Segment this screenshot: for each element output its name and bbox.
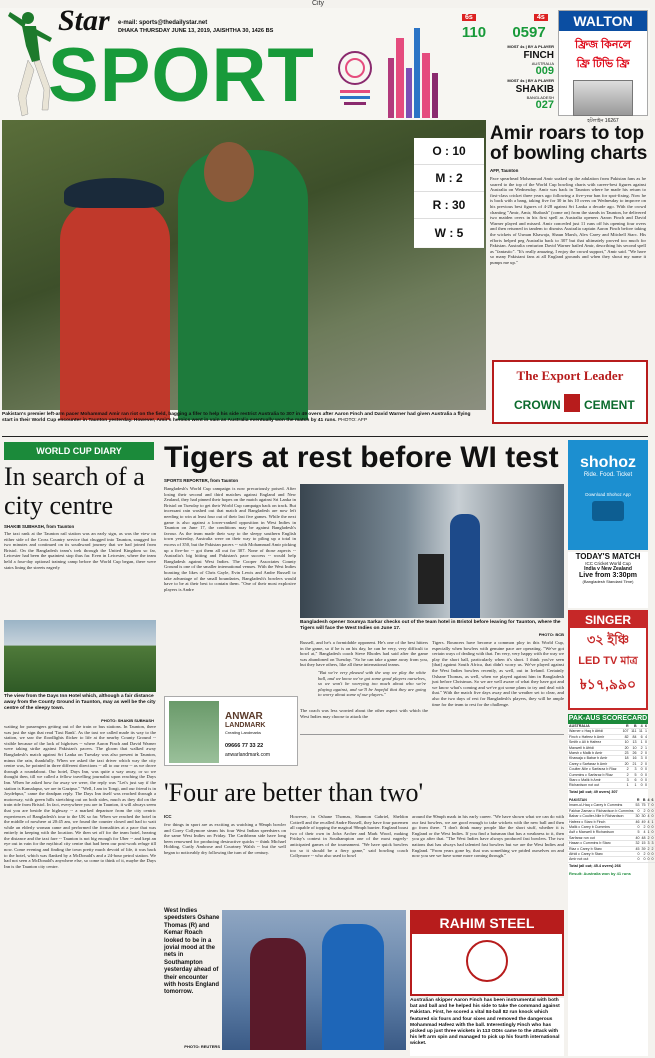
amir-head <box>204 142 254 202</box>
walton-line2: ফ্রি টিভি ফ্রি <box>576 58 630 70</box>
fig-key-o: O <box>432 144 442 158</box>
scorecard-row <box>568 772 648 777</box>
scorecard-cell-name: Starc c Malik b Amir <box>568 778 621 783</box>
scorecard-cell-stat: 2 <box>638 761 644 766</box>
suitcase <box>418 554 444 604</box>
fours-count: 0597 <box>512 24 546 41</box>
scorecard-cell-stat: 0 <box>645 756 647 761</box>
today-line1: ICC Cricket World Cup <box>585 561 631 566</box>
rahim-logo-icon <box>466 940 508 982</box>
stat-label-1: MOST 4s | BY A PLAYER <box>507 44 554 49</box>
scorecard-cell-stat: 18 <box>621 756 630 761</box>
lead-byline: AFP, Taunton <box>490 168 519 173</box>
better-body-1: few things in sport are as exciting as watching a 90mph bowler and Corey Collymore steam his four West Indian speedsters on the same West Indies on Friday. The Caribbean side have long been renowned for producing destructive quicks -- think Michael Holding, Curtly Ambrose and Courtney Walsh -- but the well began to noticeably dry following the turn of the century. <box>164 822 286 855</box>
scorecard-cell-stat: 0 <box>651 803 654 808</box>
roach-figure <box>322 924 384 1050</box>
sport-title: SPORT <box>48 33 315 118</box>
fig-key-r: R <box>432 198 442 212</box>
scorecard-cell-stat: 111 <box>631 729 637 734</box>
scorecard-cell-stat: 46 <box>635 819 640 824</box>
scorecard-row <box>568 814 655 819</box>
tigers-quote: "But we're very pleased with the way we play the white ball, and we know we've got some good players ourselves, so we won't be worrying too much about who we're playing against, and we'll be hopeful that they are going to worry about some of our players." <box>318 670 426 698</box>
shohoz-tag: Ride. Food. Ticket <box>583 472 633 478</box>
scorecard-cell-stat: 0 <box>651 830 654 835</box>
fig-val-o: 10 <box>452 144 466 158</box>
scorecard-cell-stat: 0 <box>647 851 650 856</box>
scorecard-cell-stat: 0 <box>645 751 647 756</box>
scorecard-cell-stat: 0 <box>638 783 644 788</box>
scorecard-cell-stat: 2 <box>621 772 630 777</box>
tigers-byline: SPORTS REPORTER, from Taunton <box>164 478 239 483</box>
finch-caption: Australian skipper Aaron Finch has been instrumental with both bat and ball and he helped his side to take the command against Pakistan. First, he scored a vital 84-ball 82 run knock which featured six fours and four sixes and removed the dangerous Mohammad Hafeez with the ball. Interestingly Finch who has picked up just three wickets in 113 ODIs came to the attack with his left arm spin and managed to pick up his fourth international wicket. <box>410 998 560 1047</box>
diary-caption: The view from the Days Inn Hotel which, although a fair distance away from the County Ground in Taunton, may as well be the city centre of the sleepy town. <box>4 694 156 712</box>
scorecard-cell-stat: 21 <box>630 761 638 766</box>
scorecard-row <box>568 767 648 772</box>
better-headline: 'Four are better than two' <box>164 778 424 807</box>
fig-key-m: M <box>435 171 446 185</box>
singer-ad[interactable] <box>568 610 648 710</box>
scorecard-cell-name: Finch c Hafeez b Amir <box>568 734 621 739</box>
scorecard-cell-stat: 0 <box>641 857 647 862</box>
singer-line1: ৩২ ইঞ্চি <box>586 632 630 647</box>
amir-caption: Pakistan's premier left-arm pacer Mohammad Amir ran riot on the field, bagging a fifer to help his side restrict Australia to 307 in 49 overs after Aaron Finch and David Warner had given Australia a flying start in their World Cup encounter in Taunton yesterday. However, Amir's heroics went in vain as Australia eventually won the match by 41 runs. PHOTO: AFP <box>2 412 471 424</box>
section-label: City <box>312 0 325 7</box>
scorecard-cell-stat: 20 <box>621 745 630 750</box>
app-store-icon <box>592 501 624 521</box>
stat-team-2: BANGLADESH <box>526 95 554 100</box>
scorecard-cell-stat: 1 <box>647 830 650 835</box>
scorecard-cell-stat: 32 <box>635 841 640 846</box>
crown-brand: CROWN <box>514 398 561 412</box>
scorecard-cell-name: Smith c Ali b Hafeez <box>568 740 621 745</box>
sixes-count: 110 <box>461 24 487 41</box>
scorecard-cell-stat: 2 <box>641 824 647 829</box>
scorecard-cell-stat: 0 <box>651 814 654 819</box>
cement-brand: CEMENT <box>584 398 635 412</box>
scorecard-cell-stat: 0 <box>638 772 644 777</box>
scorecard-cell-stat: 2 <box>647 846 650 851</box>
pak-innings-table <box>568 798 655 863</box>
scorecard-cell-stat: 48 <box>641 835 646 840</box>
star-logo: Star <box>58 4 110 37</box>
scorecard-cell-stat: 0 <box>647 857 650 862</box>
scorecard-cell-stat: 0 <box>651 835 654 840</box>
scorecard-cell-stat: 39 <box>641 846 646 851</box>
stat-num-2: 027 <box>535 99 554 111</box>
scorecard-cell-stat: R <box>621 724 630 729</box>
scorecard-cell-stat: 0 <box>647 824 650 829</box>
sixes-box <box>452 14 502 46</box>
soumya-figure <box>450 514 480 618</box>
rahim-steel-ad[interactable] <box>410 910 564 996</box>
scorecard-cell-stat: 2 <box>651 846 654 851</box>
scorecard-cell-stat: 10 <box>621 740 630 745</box>
scorecard-cell-stat: 26 <box>630 751 638 756</box>
scorecard-cell-stat: 0 <box>647 808 650 813</box>
scorecard-cell-stat: 0 <box>635 808 641 813</box>
scorecard-cell-stat: 3 <box>621 778 630 783</box>
scorecard-cell-stat: 1 <box>645 745 647 750</box>
scorecard-cell-stat: 0 <box>645 778 647 783</box>
stat-team-1: AUSTRALIA <box>531 61 554 66</box>
scorecard-cell-name: Warner c Haq b Afridi <box>568 729 621 734</box>
scorecard-cell-stat: 2 <box>647 835 650 840</box>
rahim-brand: RAHIM STEEL <box>412 912 562 934</box>
fours-box <box>504 14 554 46</box>
scorecard-cell-stat: 15 <box>641 841 646 846</box>
scorecard-cell-stat: 4 <box>645 734 647 739</box>
scorecard-cell-name: Asif c Maxwell b Richardson <box>568 830 635 835</box>
aus-total: Total (all out; 49 overs) 307 <box>569 789 618 794</box>
fridge-image <box>573 80 633 116</box>
umpire-hat <box>64 178 164 208</box>
tigers-photo-credit: PHOTO: BCB <box>538 632 564 637</box>
scorecard-cell-stat: 10 <box>630 745 638 750</box>
scorecard-cell-stat: 0 <box>651 851 654 856</box>
scorecard-cell-stat: 0 <box>651 808 654 813</box>
scorecard-cell-stat: 1 <box>651 819 654 824</box>
scorecard-cell-stat: 3 <box>647 841 650 846</box>
scorecard-title: PAK-AUS SCORECARD <box>568 715 648 722</box>
dateline: DHAKA THURSDAY JUNE 13, 2019, JAISHTHA 30, 1426 BS <box>118 28 274 34</box>
scorecard-cell-stat: 11 <box>638 729 643 734</box>
scorecard-cell-name: Imam-ul-Haq c Carey b Cummins <box>568 803 635 808</box>
scorecard-cell-stat: R <box>635 798 641 803</box>
scorecard-cell-stat: 13 <box>630 740 638 745</box>
world-cup-emblem-icon <box>330 46 380 112</box>
fig-val-r: 30 <box>451 198 466 212</box>
scorecard-cell-stat: 3 <box>638 756 644 761</box>
scorecard-cell-stat: 3 <box>630 767 638 772</box>
email: e-mail: sports@thedailystar.net <box>118 20 208 26</box>
scorecard-cell-stat: 2 <box>641 808 647 813</box>
better-body-2: However, in Oshane Thomas, Shannon Gabriel, Sheldon Cottrell and the recalled Andre Russell, they have four pacemen all capable of topping the magical 90mph barrier. England boast two of their own in Jofra Archer and Mark Wood, making Friday's contest in Southampton one of the most eagerly-anticipated games of the tournament. "We have quick bowlers too so it should be a fiery game," said bowling coach Collymore -- who also used to bowl <box>290 814 408 859</box>
scorecard-cell-stat: 0 <box>635 857 641 862</box>
tigers-body-3: The coach was less worried about the other aspect with which the West Indies may choose to attack the <box>300 708 428 719</box>
scorecard-cell-stat: 6 <box>638 734 644 739</box>
aus-innings-table <box>568 724 648 789</box>
scorecard-cell-stat: 49 <box>641 819 646 824</box>
scorecard-cell-stat: 0 <box>651 857 654 862</box>
scorecard-cell-stat: 7 <box>647 803 650 808</box>
today-title: TODAY'S MATCH <box>575 552 641 561</box>
scorecard-cell-stat: 0 <box>635 824 641 829</box>
walton-ad[interactable] <box>558 10 648 124</box>
scorecard-cell-name: Riaz c Carey b Starc <box>568 846 635 851</box>
taunton-photo <box>4 620 156 692</box>
tigers-body-1: Bangladesh's World Cup campaign is now precariously poised. After losing their second and third matches against England and New Zealand, they had pinned their hopes on the match against Sri Lanka in Bristol on Tuesday to get their World Cup campaign back on track. But incessant rain washed out that match and Bangladesh are now left needing to win at least four out of their last five games. While the next game is also against a lower-ranked opposition in West Indies in Taunton on June 17, the conditions may be against Bangladesh's favour. As the team made their way to the sleepy southern English town yesterday, Australia were on their way to piling up a total in excess of 350, but the Pakistan pacers -- with Mohammad Amir picking up a five-for -- got them all out for 307. None of those aspects -- Australia's big hitting and Pakistan's pace success -- would help Bangladesh against West Indies. The Cooper Associates County Ground is one of the smaller international venues. With the West Indies boasting the likes of Chris Gayle, Evin Lewis and Andre Russell to take advantage of the small boundaries, Bangladesh's bowlers would have to be at their best to contain them. "One of their most explosive players is Andre <box>164 486 296 592</box>
windies-photo <box>222 910 406 1050</box>
scorecard-cell-name: Afridi c Carey b Starc <box>568 851 635 856</box>
tigers-headline: Tigers at rest before WI test <box>164 441 559 474</box>
scorecard-cell-name: Richardson not out <box>568 783 621 788</box>
tigers-caption: Bangladesh opener Soumya Sarkar checks out of the team hotel in Bristol before leaving for Taunton, where the Tigers will face the West Indies on June 17. <box>300 620 561 632</box>
scorecard-cell-stat: 1 <box>630 783 638 788</box>
scorecard-cell-name: Marsh c Malik b Amir <box>568 751 621 756</box>
scorecard-cell-name: Malik c Carey b Cummins <box>568 824 635 829</box>
anwar-landmark-ad[interactable] <box>164 696 298 766</box>
today-line3: Live from 3:30pm <box>579 572 637 579</box>
singer-price: ৳১৭,৯৯০ <box>579 676 637 692</box>
scorecard-cell-name: Hafeez c Starc b Finch <box>568 819 635 824</box>
tigers-body-2: Russell, and he's a formidable opponent. He's one of the best hitters in the game, so if he is on his day, he can be very, very difficult to bowl at," Bangladesh coach Steve Rhodes had said after the game was abandoned on Tuesday. "So he can take a game away from you, but they have others, like all these international teams. <box>300 640 428 668</box>
scorecard-cell-stat: B <box>641 798 647 803</box>
scorecard-cell-name: PAKISTAN <box>568 798 635 803</box>
better-body-3: around the 90mph mark in his early career. "We have shown what we can do with our fast bowlers, we are good enough to take wickets with the new ball and then go from there. "I don't think many people like the short stuff, whether it is England or the West Indies. If you find a batsman that has a weakness to it, then you go after that. "The West Indies have always produced fast bowlers. The two nations that has always had talented fast bowlers but we are the West Indies and England. "From years gone by, that was something we prided ourselves on and now you see we have some more coming through." <box>412 814 564 859</box>
crown-logo-icon <box>564 394 580 412</box>
stat-num-1: 009 <box>535 65 554 77</box>
export-title: The Export Leader <box>516 368 624 383</box>
today-line4: (Bangladesh Standard Time) <box>582 579 634 584</box>
bowling-figures: O : 10 M : 2 R : 30 W : 5 <box>414 138 484 248</box>
scorecard-cell-name: Babar c Coulter-Nile b Richardson <box>568 814 635 819</box>
scorecard-cell-stat: 4 <box>638 724 644 729</box>
lead-headline: Amir roars to top of bowling charts <box>490 123 648 164</box>
scorecard-cell-stat: 30 <box>635 814 640 819</box>
singer-brand: SINGER <box>570 612 646 628</box>
scorecard-cell-stat: 6 <box>645 724 647 728</box>
scorecard-cell-name: Amir not out <box>568 857 635 862</box>
scorecard-cell-stat: 84 <box>630 734 638 739</box>
today-line2: India v New Zealand <box>584 566 632 572</box>
scorecard-cell-stat: 82 <box>621 734 630 739</box>
amir-photo <box>2 120 486 410</box>
scorecard-cell-stat: 1 <box>621 783 630 788</box>
todays-match <box>568 552 648 608</box>
scorecard-cell-name: Sarfaraz run out <box>568 835 635 840</box>
scorecard-cell-stat: 0 <box>645 772 647 777</box>
scorecard-cell-stat: 16 <box>630 756 638 761</box>
shohoz-brand: shohoz <box>580 454 636 471</box>
stat-name-2: SHAKIB <box>515 84 554 95</box>
scorecard-cell-stat: 0 <box>645 783 647 788</box>
pak-total: Total (all out; 45.4 overs) 266 <box>569 863 621 868</box>
anwar-tag: Creating Landmarks <box>225 730 262 735</box>
scorecard-cell-name: Fakhar Zaman c Richardson b Cummins <box>569 808 634 813</box>
scorecard-cell-stat: 40 <box>635 835 640 840</box>
scorecard-cell-name: Khawaja c Babar b Amir <box>568 756 621 761</box>
stat-label-2: MOST 4s | BY A PLAYER <box>507 78 554 83</box>
scorecard-row <box>568 803 655 808</box>
scorecard-cell-stat: 0 <box>645 761 647 766</box>
lead-body: Pace spearhead Mohammad Amir soaked up the adulation from Pakistan fans as he soared to the top of the World Cup bowling charts with career-best figures against Australia on Wednesday. Amir was back in Taunton where he made his return to first-class cricket three years ago following a five-year ban for spot-fixing. Now he is back with a bang, taking five for 30 in his 10 overs on Wednesday to improve on his previous best figures of 4-28 against Sri Lanka a decade ago. With the crowd chanting "Amir, Amir, Shabash" (come on) from the stands in Taunton, he delivered two maiden overs in his first spell as Australia openers Aaron Finch and David Warner played and missed. Amir conceded just 11 runs off his opening four overs and then returned in tandem to dismiss Australia captain Aaron Finch before taking the wickets of Usman Khawaja, Shaun Marsh, Alex Carey and Mitchell Starc. His efforts helped peg Australia back to 307 but that ultimately proved too much for Pakistan. Australia centurion David Warner hailed Amir, describing his second spell as "fantastic". "It's really amazing, I enjoy the crowd support," Amir said. "We have so many Pakistani fans at all England grounds and when they shout my name it pumps me up." <box>490 176 646 265</box>
scorecard-cell-stat: 4 <box>647 797 650 802</box>
diary-kicker: WORLD CUP DIARY <box>4 442 154 460</box>
scorecard-cell-stat: 4 <box>647 819 650 824</box>
scorecard-cell-stat: 30 <box>641 814 646 819</box>
scorecard-cell-name: Maxwell b Afridi <box>568 745 621 750</box>
fig-key-w: W <box>434 226 446 240</box>
scorecard-row <box>568 783 648 788</box>
better-photo-credit: PHOTO: REUTERS <box>184 1044 220 1049</box>
scorecard-cell-stat: 2 <box>638 745 644 750</box>
diary-body-1: The taxi rank at the Taunton rail station was an early sign, as was the view on either side of the Cross Country service that chugged into Taunton, snugged for two minutes and continued on its southward journey that we had joined from Bristol. On the Bangladesh team's trek through the United Kingdom so far, Leicester had been the quaintest stop thus far. Even in Leicester, where the team held a four-day optional training camp before the World Cup began, there were stairs lining the streets eagerly <box>4 531 156 570</box>
scorecard-cell-stat: 20 <box>621 761 630 766</box>
scorecard-cell-stat: 5 <box>630 772 638 777</box>
scorecard-cell-name: Carey c Sarfaraz b Amir <box>568 761 621 766</box>
soumya-photo <box>300 484 564 618</box>
scorecard-cell-stat: 4 <box>641 830 647 835</box>
scorecard-cell-stat: 1 <box>645 729 647 734</box>
better-byline: ICC <box>164 814 172 819</box>
stat-name-1: FINCH <box>523 50 554 61</box>
anwar-web: anwarlandmark.com <box>225 752 271 758</box>
scorecard-cell-stat: 2 <box>641 851 647 856</box>
scorecard-cell-stat: 3 <box>651 841 654 846</box>
walton-line1: ফ্রিজ কিনলে <box>575 39 631 51</box>
scorecard-cell-stat: 0 <box>638 778 644 783</box>
scorecard-cell-name: Coulter-Nile c Sarfaraz b Riaz <box>568 767 621 772</box>
scorecard-cell-stat: 0 <box>645 767 647 772</box>
amir-photo-credit: PHOTO: AFP <box>337 418 368 424</box>
walton-brand: WALTON <box>559 11 647 31</box>
scorecard-cell-stat: 1 <box>638 740 644 745</box>
scorecard-cell-stat: 75 <box>641 803 646 808</box>
scorecard-cell-stat: 107 <box>622 729 629 734</box>
scorecard-cell-name: Cummins c Sarfaraz b Riaz <box>568 772 621 777</box>
thomas-figure <box>250 938 306 1050</box>
scorecard-cell-stat: 0 <box>645 740 647 745</box>
sixes-badge: 6s <box>462 14 476 21</box>
anwar-sub: LANDMARK <box>225 722 266 729</box>
scorecard-cell-stat: 2 <box>621 767 630 772</box>
fours-badge: 4s <box>534 14 548 21</box>
scorecard-cell-stat: 6 <box>630 778 638 783</box>
fig-val-w: 5 <box>456 226 464 240</box>
diary-photo-credit: PHOTO: SHAKIB SUBHASH <box>101 718 154 723</box>
umpire-figure <box>60 200 170 420</box>
scorecard-row <box>568 857 655 862</box>
scorecard-cell-stat: B <box>630 724 638 729</box>
masthead <box>0 4 650 120</box>
shohoz-app: Download Shohoz App <box>585 492 631 497</box>
scorecard-cell-stat: 4 <box>647 814 650 819</box>
scorecard-cell-stat: 2 <box>638 751 644 756</box>
scorecard-cell-stat: 53 <box>635 803 640 808</box>
scorecard <box>568 714 654 1056</box>
scorecard-cell-stat: 0 <box>635 851 641 856</box>
better-pull-caption: West Indies speedsters Oshane Thomas (R) and Kemar Roach looked to be in a jovial mood at the nets in Southampton yesterday ahead of their encounter with hosts England tomorrow. <box>164 908 220 996</box>
fig-val-m: 2 <box>455 171 463 185</box>
diary-byline: SHAKIB SUBHASH, from Taunton <box>4 524 75 529</box>
match-result: Result: Australia won by 41 runs <box>569 870 631 876</box>
crown-cement-ad[interactable] <box>492 360 648 424</box>
skyline-icon <box>384 18 444 118</box>
anwar-phone: 09666 77 33 22 <box>225 743 264 749</box>
scorecard-cell-stat: 0 <box>638 767 644 772</box>
scorecard-cell-stat: 0 <box>651 824 654 829</box>
singer-line2: LED TV মাত্র <box>578 655 638 667</box>
scorecard-cell-stat: 6 <box>651 797 654 802</box>
building-image <box>169 701 219 763</box>
walton-hotline: হটলাইন 16267 <box>587 118 619 124</box>
scorecard-cell-name: AUSTRALIA <box>568 724 621 729</box>
scorecard-cell-stat: 45 <box>635 846 640 851</box>
diary-headline: In search of a city centre <box>4 462 145 520</box>
tigers-body-4: Tigers. Bouncers have become a common ploy in this World Cup, especially when bowlers with genuine pace are operating. "We've got certain ways of dealing with that. I'm very, very happy with the way we play the short ball, particularly when it's short. I think you've seen [that] against South Africa, that didn't worry us. We've played against the West Indies bowlers recently, as well, out in Ireland. Certainly Oshane Thomas, as well, when we played against him in Bangladesh just before Christmas. So we are well aware of what they have got and we know what's coming and we've got some plans to try and deal with that." With the match five days away and the weather set to clear, and also the two days of rest for Bangladesh's players, they will be ample time for the team to rest for the challenge. <box>432 640 564 707</box>
anwar-brand: ANWAR <box>225 711 263 722</box>
scorecard-cell-stat: 23 <box>621 751 630 756</box>
scorecard-cell-name: Hasan c Cummins b Starc <box>568 841 635 846</box>
diary-body-2: waiting for passengers getting out of the train or bus stations. In Taunton, there was just the sign that read 'Taxi Rank'. As the taxi we called made its way to the station, we saw the floodlights flicker to life at the nearby County Ground -- visible because of the lack of highrises -- where Aaron Finch and David Warner were taking strike against Pakistan's pacers. The gloom that walked away Bangladesh's match against Sri Lanka on Tuesday was also present in Taunton, minus the rain, thankfully. When we asked the taxi driver which way the city centre was, he pointed in three different directions -- all to our rear -- as we drove through a roundabout. Our hotel, Days Inn, was quite a way away, or so we thought then, till we called a fellow travelling journalist upon reaching the Days Inn. When he asked how far away we were, the reply was "Let's just say if the station is Kamalapur, we are in Gazipur." "Well, I am in Tongi, and our friend is in Joydebpur," came the deadpan reply. The Days Inn itself was reached through a motorway, with green hills stretching out on both sides, much as they did on the train ride from Bristol. In fact, everywhere you are in Taunton, it will always seem that you are beside the highway -- a marked departure from the city centric experiences of Bangladesh's tour to the UK so far. When we reached the hotel in the middle of nowhere at 20:45 am, we found the counter closed and had to wait while an elderly woman came and performed the formalities at a pace that was entirely in keeping with the location. We then set off for the team hotel, hearing the distance and the taxi fare -- Taunton is not big enough for Uber -- and kept an eye out in vain for the mythical city centre that had been our post-work refuge till now. Come evening and finding the town pretty much devoid of life, it was back to the hotel, which was flanked by a McDonald's and a 24-hour petrol station. We had not seen a McDonald's anywhere else, so come to think of it, maybe the Days Inn is the Taunton city centre. <box>4 724 156 869</box>
shohoz-ad[interactable] <box>568 440 648 550</box>
scorecard-cell-stat: 5 <box>635 830 641 835</box>
